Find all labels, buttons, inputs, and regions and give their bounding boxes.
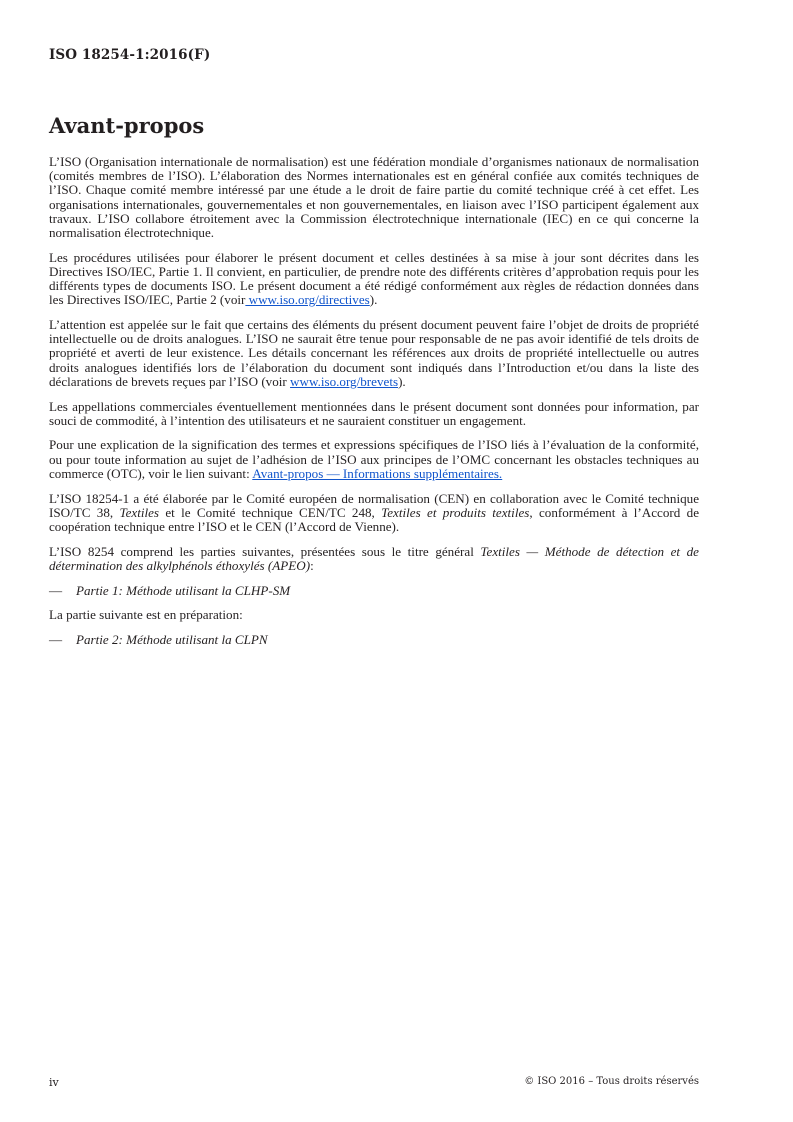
paragraph-committee-c: , conformément à l’Accord de coopération technique entre l’ISO et le CEN (l’Accord de Vienne).	[49, 504, 700, 534]
directives-link[interactable]: www.iso.org/directives	[245, 292, 370, 308]
paragraph-parts-b: :	[310, 557, 314, 573]
supplementary-info-link[interactable]: Avant-propos — Informations supplémentaires.	[252, 465, 503, 481]
paragraph-trade-names: Les appellations commerciales éventuellement mentionnées dans le présent document sont données pour information, par souci de commodité, à l’intention des utilisateurs et ne sauraient constituer un engagement.	[49, 398, 699, 428]
paragraph-committee-a: L’ISO 18254-1 a été élaborée par le Comité européen de normalisation (CEN) en collaboration avec le Comité technique ISO/TC 38,	[49, 490, 699, 520]
page-number: iv	[49, 1076, 59, 1089]
part-1-title: Partie 1: Méthode utilisant la CLHP-SM	[76, 582, 291, 598]
paragraph-parts-title: Textiles — Méthode de détection et de détermination des alkylphénols éthoxylés (APEO)	[49, 543, 699, 573]
document-id-header: ISO 18254-1:2016(F)	[49, 47, 211, 63]
paragraph-committee-b: et le Comité technique CEN/TC 248,	[159, 504, 382, 520]
paragraph-procedures-text: Les procédures utilisées pour élaborer le présent document et celles destinées à sa mise à jour sont décrites dans les Directives ISO/IEC, Partie 1. Il convient, en particulier, de prendre note des différents critères d’approbation requis pour les différents types de documents ISO. Le présent document a été rédigé conformément aux règles de rédaction données dans les Directives ISO/IEC, Partie 2 (voir	[49, 249, 699, 308]
list-item-part-2	[49, 633, 699, 647]
paragraph-patent-rights	[49, 318, 699, 389]
paragraph-in-preparation: La partie suivante est en préparation:	[49, 607, 243, 623]
list-item-part-1	[49, 584, 699, 598]
paragraph-patent-end: ).	[398, 373, 406, 389]
dash-mark: —	[49, 582, 63, 598]
section-title: Avant-propos	[49, 113, 205, 138]
paragraph-iso-intro: L’ISO (Organisation internationale de normalisation) est une fédération mondiale d’organismes nationaux de normalisation (comités membres de l’ISO). L’élaboration des Normes internationales est en général confiée aux comités techniques de l’ISO. Chaque comité membre intéressé par une étude a le droit de faire partie du comité technique créé à cet effet. Les organisations internationales, gouvernementales et non gouvernementales, en liaison avec l’ISO participent également aux travaux. L’ISO collabore étroitement avec la Commission électrotechnique internationale (IEC) en ce qui concerne la normalisation électrotechnique.	[49, 154, 699, 241]
paragraph-procedures	[49, 251, 699, 308]
copyright-notice: © ISO 2016 – Tous droits réservés	[524, 1076, 699, 1087]
paragraph-patent-text: L’attention est appelée sur le fait que certains des éléments du présent document peuvent faire l’objet de droits de propriété intellectuelle ou de droits analogues. L’ISO ne saurait être tenue pour responsable de ne pas avoir identifié de tels droits de propriété et averti de leur existence. Les détails concernant les références aux droits de propriété intellectuelle ou autres droits analogues identifiés lors de l’élaboration du document sont indiqués dans l’Introduction et/ou dans la liste des déclarations de brevets reçues par l’ISO (voir	[49, 317, 699, 389]
paragraph-parts-a: L’ISO 8254 comprend les parties suivantes, présentées sous le titre général	[49, 543, 481, 559]
paragraph-parts-intro	[49, 545, 699, 573]
paragraph-committee-em1: Textiles	[119, 504, 160, 520]
foreword-body	[49, 155, 699, 658]
dash-mark: —	[49, 631, 63, 647]
part-2-title: Partie 2: Méthode utilisant la CLPN	[76, 631, 268, 647]
paragraph-conformity-text: Pour une explication de la signification des termes et expressions spécifiques de l’ISO liés à l’évaluation de la conformité, ou pour toute information au sujet de l’adhésion de l’ISO aux principes de l’OMC concernant les obstacles techniques au commerce (OTC), voir le lien suivant:	[49, 437, 699, 481]
patents-link[interactable]: www.iso.org/brevets	[290, 373, 399, 389]
paragraph-committee-em2: Textiles et produits textiles	[381, 504, 530, 520]
paragraph-committee	[49, 492, 699, 535]
paragraph-conformity	[49, 438, 699, 481]
paragraph-procedures-end: ).	[369, 292, 378, 308]
